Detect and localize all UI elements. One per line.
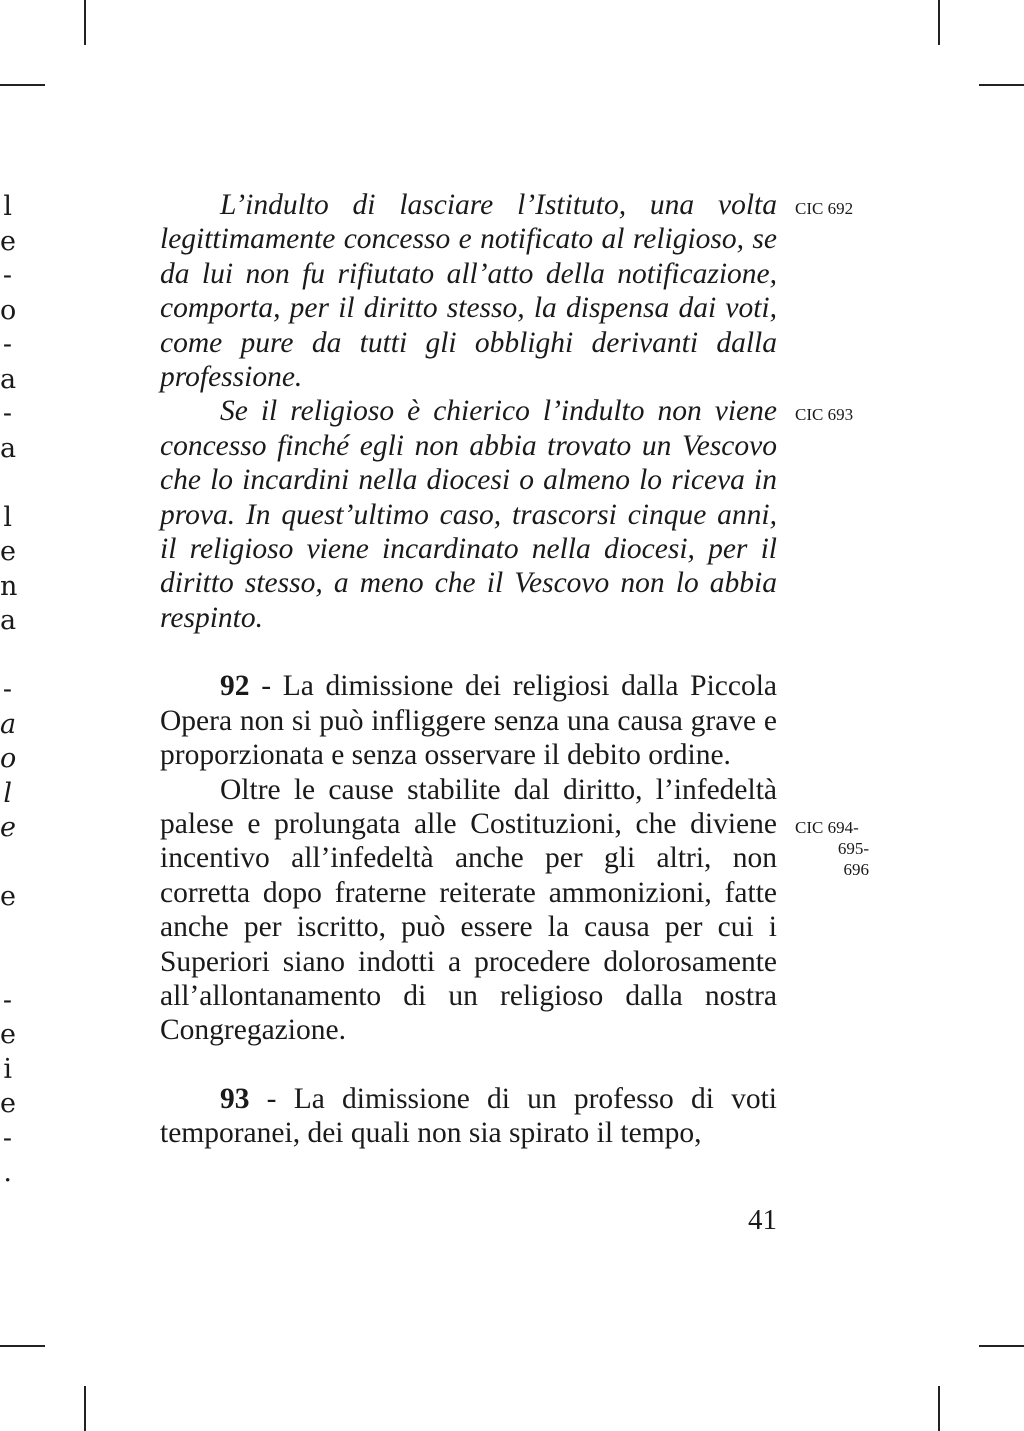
article-text: - La dimissione di un professo di voti temporanei, dei quali non sia spirato il tempo,: [160, 1082, 777, 1150]
fragment-char: e: [0, 1088, 16, 1119]
fragment-char: a: [0, 432, 17, 464]
fragment-char: i: [3, 1053, 12, 1085]
crop-mark-bottom-left: [84, 1386, 86, 1431]
fragment-char: -: [2, 329, 12, 360]
fragment-char: -: [2, 260, 12, 291]
article-number: 92: [220, 670, 250, 703]
paragraph-indult: L’indulto di lasciare l’Istituto, una volta legittimamente concesso e notificato al religioso, se da lui non fu rifiutato all’atto della notificazione, comporta, per il diritto stesso, la dispensa dai voti, come pure da tutti gli obblighi derivanti dalla professione.: [160, 189, 777, 394]
fragment-char: e: [0, 536, 16, 567]
article-number: 93: [220, 1082, 250, 1115]
fragment-char: -: [2, 1122, 12, 1154]
margin-ref-label: CIC 694-: [795, 818, 859, 837]
fragment-char: e: [0, 225, 16, 257]
fragment-char: a: [0, 708, 17, 740]
fragment-char: o: [0, 294, 17, 326]
margin-ref-label: CIC 693: [795, 405, 854, 424]
crop-mark-top-right: [938, 0, 940, 45]
crop-mark-right-bottom: [979, 1345, 1024, 1347]
margin-ref-cic-692: [795, 198, 853, 219]
fragment-char: n: [0, 570, 18, 602]
crop-mark-left-top: [0, 84, 45, 86]
fragment-char: o: [0, 743, 17, 774]
fragment-char: -: [2, 984, 12, 1016]
fragment-char: -: [2, 674, 12, 705]
fragment-char: e: [0, 881, 16, 912]
crop-mark-left-bottom: [0, 1345, 45, 1347]
crop-mark-top-left: [84, 0, 86, 45]
fragment-char: l: [3, 501, 12, 533]
fragment-char: l: [3, 777, 12, 809]
fragment-char: e: [0, 1019, 16, 1050]
paragraph-causes: Oltre le cause stabilite dal diritto, l’infedeltà palese e prolungata alle Costituzioni, che diviene incentivo all’infedeltà anche per gli altri, non corretta dopo fraterne reiterate ammonizioni, fatte anche per iscritto, può essere la causa per cui i Superiori siano indotti a procedere dolorosamente all’allontanamento di un religioso dalla nostra Congregazione.: [160, 773, 777, 1047]
article-92: [160, 669, 777, 772]
margin-ref-cic-693: [795, 404, 853, 425]
margin-ref-cic-694-696: [795, 817, 869, 880]
fragment-char: l: [3, 191, 12, 222]
article-93: [160, 1082, 777, 1151]
facing-page-fragment: [0, 190, 18, 1191]
margin-ref-label: CIC 692: [795, 199, 854, 218]
article-text: - La dimissione dei religiosi dalla Piccola Opera non si può infliggere senza una causa grave e proporzionata e senza osservare il debito ordine.: [160, 670, 777, 772]
margin-ref-label: 695-: [837, 839, 869, 858]
crop-mark-bottom-right: [938, 1386, 940, 1431]
fragment-char: -: [2, 398, 12, 429]
text-column: [160, 188, 777, 1151]
fragment-char: .: [3, 1157, 12, 1188]
crop-mark-right-top: [979, 84, 1024, 86]
paragraph-cleric: Se il religioso è chierico l’indulto non viene concesso finché egli non abbia trovato un Vescovo che lo incardini nella diocesi o almeno lo riceva in prova. In quest’ultimo caso, trascorsi cinque anni, il religioso viene incardinato nella diocesi, per il diritto stesso, a meno che il Vescovo non lo abbia respinto.: [160, 395, 777, 634]
fragment-char: a: [0, 605, 17, 636]
fragment-char: a: [0, 363, 17, 395]
margin-ref-label: 696: [843, 860, 869, 879]
fragment-char: e: [0, 812, 16, 843]
page-number: 41: [748, 1204, 777, 1236]
